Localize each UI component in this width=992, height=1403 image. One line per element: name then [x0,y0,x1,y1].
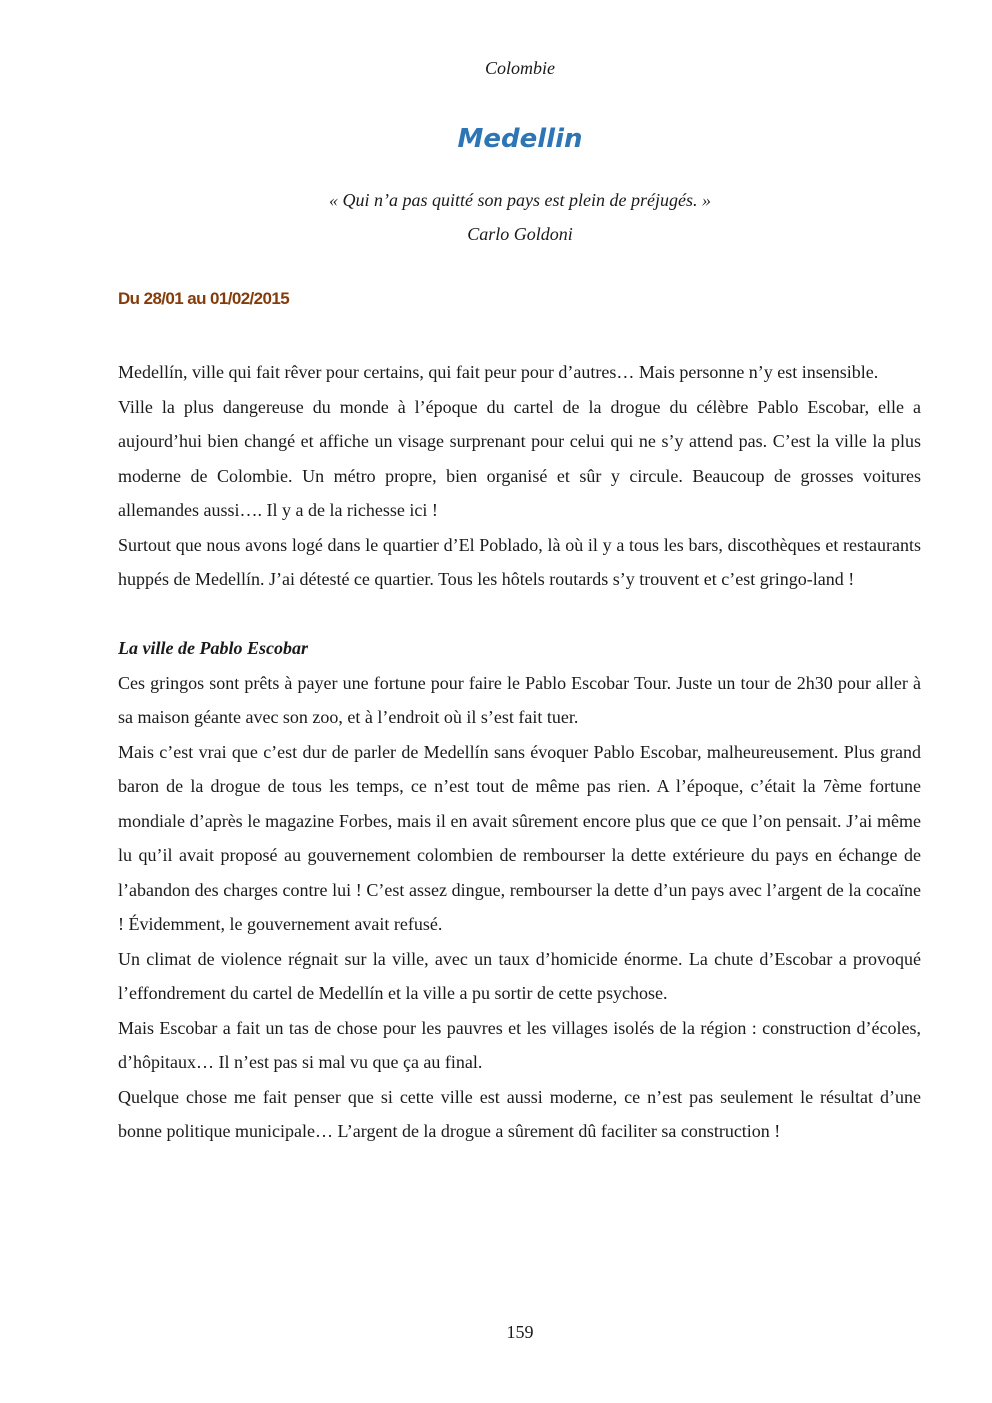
intro-paragraph: Surtout que nous avons logé dans le quartier d’El Poblado, là où il y a tous les bars, discothèques et restaurants huppés de Medellín. J’ai détesté ce quartier. Tous les hôtels routards s’y trouvent et c’est gringo-land ! [118,534,921,589]
section-paragraph: Quelque chose me fait penser que si cette ville est aussi moderne, ce n’est pas seulement le résultat d’une bonne politique municipale… L’argent de la drogue a sûrement dû faciliter sa construction ! [118,1086,921,1141]
section-paragraph: Ces gringos sont prêts à payer une fortune pour faire le Pablo Escobar Tour. Juste un tour de 2h30 pour aller à sa maison géante avec son zoo, et à l’endroit où il s’est fait tuer. [118,672,921,727]
page-number: 159 [506,1322,534,1342]
section-heading: La ville de Pablo Escobar [118,638,308,658]
intro-paragraph: Ville la plus dangereuse du monde à l’époque du cartel de la drogue du célèbre Pablo Escobar, elle a aujourd’hui bien changé et affiche un visage surprenant pour celui qui ne s’y attend pas. C’est la ville la plus moderne de Colombie. Un métro propre, bien organisé et sûr y circule. Beaucoup de grosses voitures allemandes aussi…. Il y a de la richesse ici ! [118,396,921,520]
epigraph-author: Carlo Goldoni [467,224,573,244]
section-paragraph: Un climat de violence régnait sur la ville, avec un taux d’homicide énorme. La chute d’Escobar a provoqué l’effondrement du cartel de Medellín et la ville a pu sortir de cette psychose. [118,948,921,1003]
date-range: Du 28/01 au 01/02/2015 [118,289,290,308]
intro-paragraph: Medellín, ville qui fait rêver pour certains, qui fait peur pour d’autres… Mais personne n’y est insensible. [118,362,879,382]
epigraph-block [0,183,992,251]
epigraph-quote: « Qui n’a pas quitté son pays est plein de préjugés. » [329,190,711,210]
section-paragraph: Mais c’est vrai que c’est dur de parler de Medellín sans évoquer Pablo Escobar, malheureusement. Plus grand baron de la drogue de tous les temps, ce n’est tout de même pas rien. A l’époque, c’était la 7ème fortune mondiale d’après le magazine Forbes, mais il en avait sûrement encore plus que ce que l’on pensait. J’ai même lu qu’il avait proposé au gouvernement colombien de rembourser la dette extérieure du pays en échange de l’abandon des charges contre lui ! C’est assez dingue, rembourser la dette d’un pays avec l’argent de la cocaïne ! Évidemment, le gouvernement avait refusé. [118,741,921,934]
chapter-title: Medellin [457,124,583,154]
section-paragraph: Mais Escobar a fait un tas de chose pour les pauvres et les villages isolés de la région : construction d’écoles, d’hôpitaux… Il n’est pas si mal vu que ça au final. [118,1017,921,1072]
body-text [118,355,921,1149]
running-header: Colombie [485,58,555,78]
